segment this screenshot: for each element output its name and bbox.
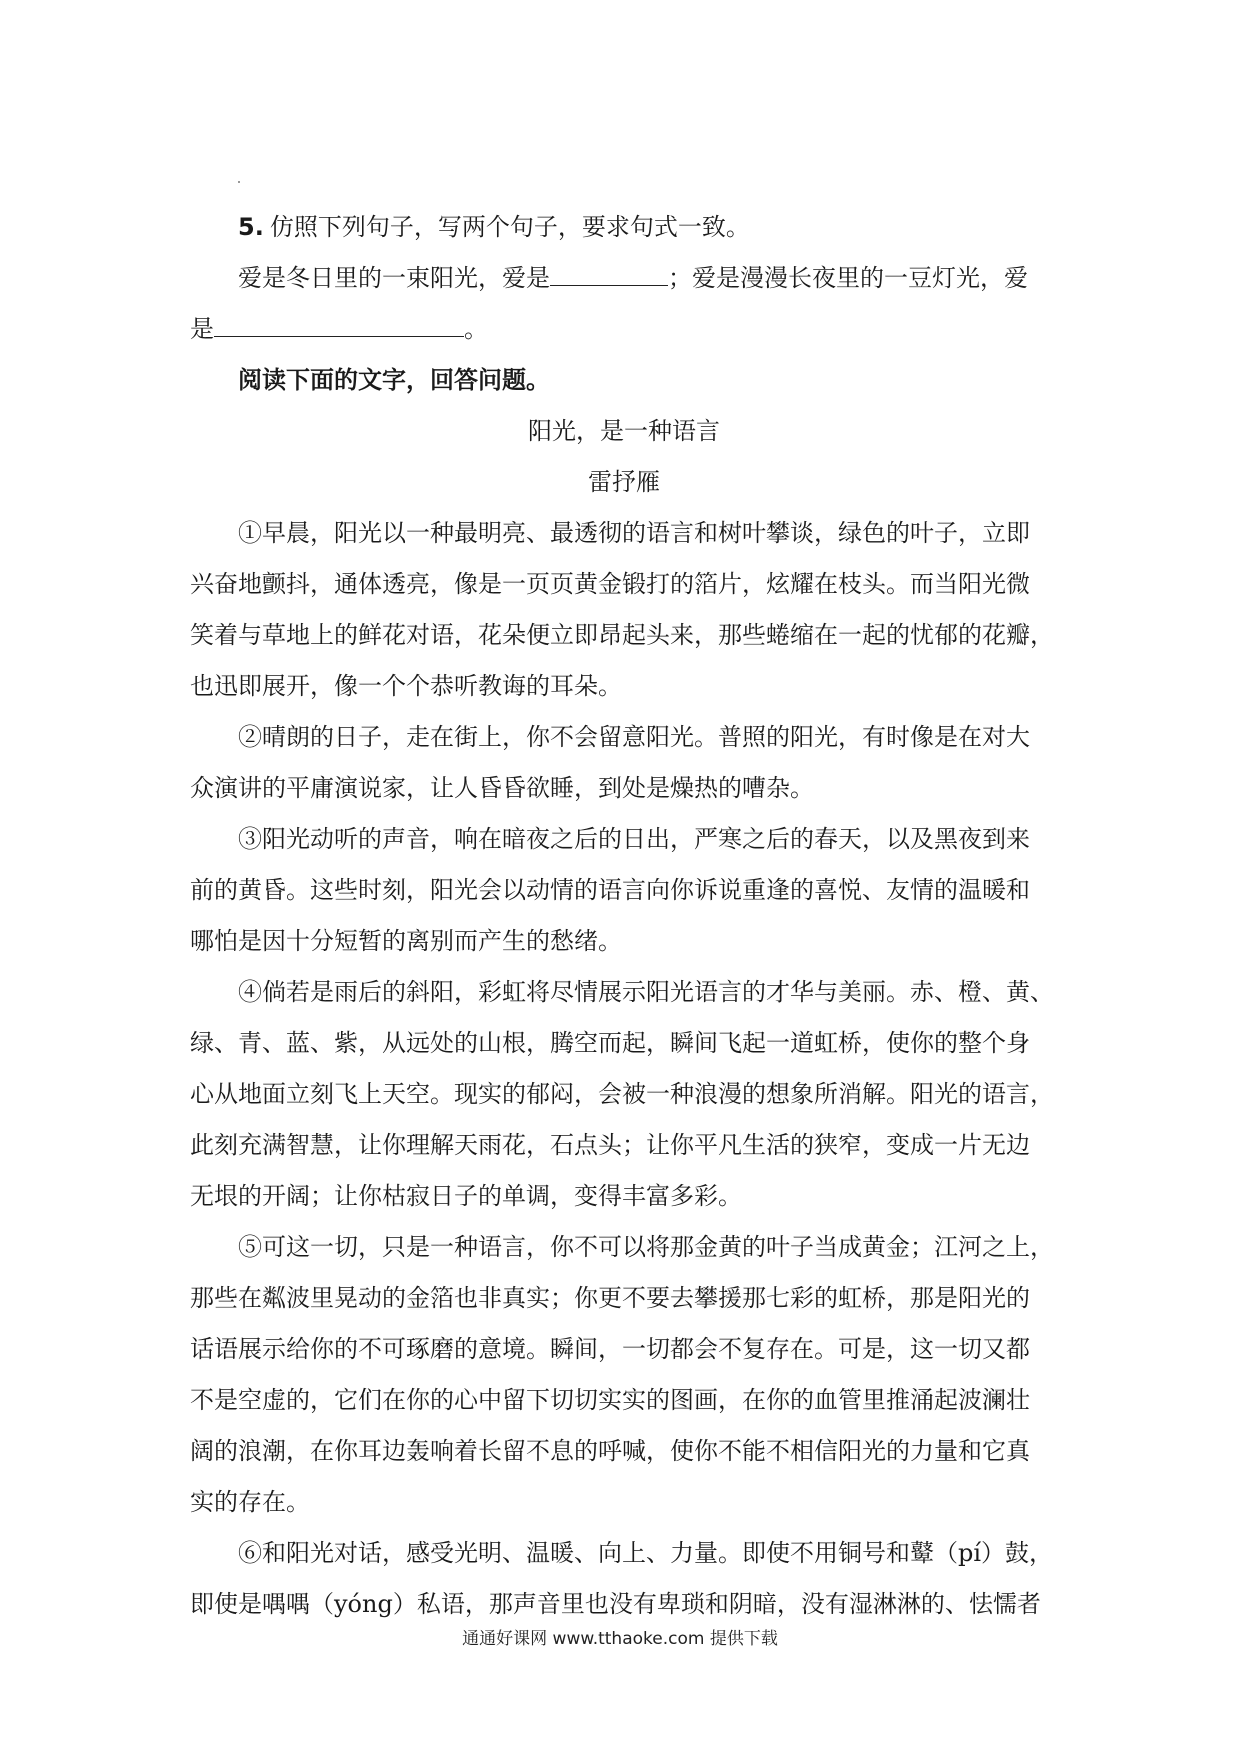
document-content [190,202,1058,1630]
paragraph-4-line: 无垠的开阔；让你枯寂日子的单调，变得丰富多彩。 [190,1182,742,1210]
paragraph-5-line: 不是空虚的，它们在你的心中留下切切实实的图画，在你的血管里推涌起波澜壮 [190,1386,1030,1414]
paragraph-2-line: ②晴朗的日子，走在街上，你不会留意阳光。普照的阳光，有时像是在对大 [238,723,1030,751]
sentence-part-3: 是 [190,315,214,343]
sentence-part-1: 爱是冬日里的一束阳光，爱是 [238,264,550,292]
paragraph-3-line: 前的黄昏。这些时刻，阳光会以动情的语言向你诉说重逢的喜悦、友情的温暖和 [190,876,1030,904]
question-5-prompt [190,202,1058,253]
paragraph-5-line: 那些在粼波里晃动的金箔也非真实；你更不要去攀援那七彩的虹桥，那是阳光的 [190,1284,1030,1312]
paragraph-1-line: 兴奋地颤抖，通体透亮，像是一页页黄金锻打的箔片，炫耀在枝头。而当阳光微 [190,570,1030,598]
article-author: 雷抒雁 [588,468,660,496]
answer-blank-2[interactable] [214,306,464,337]
sentence-part-4: 。 [464,315,488,343]
paragraph-3-line: ③阳光动听的声音，响在暗夜之后的日出，严寒之后的春天，以及黑夜到来 [238,825,1030,853]
sentence-part-2: ；爱是漫漫长夜里的一豆灯光，爱 [668,264,1028,292]
paragraph-2-line: 众演讲的平庸演说家，让人昏昏欲睡，到处是燥热的嘈杂。 [190,774,814,802]
reading-instruction: 阅读下面的文字，回答问题。 [238,366,550,394]
paragraph-1-line: 也迅即展开，像一个个恭听教诲的耳朵。 [190,672,622,700]
paragraph-6-line: ⑥和阳光对话，感受光明、温暖、向上、力量。即使不用铜号和鼙（pí）鼓， [238,1539,1054,1567]
paragraph-5-line: 话语展示给你的不可琢磨的意境。瞬间，一切都会不复存在。可是，这一切又都 [190,1335,1030,1363]
paragraph-4-line: ④倘若是雨后的斜阳，彩虹将尽情展示阳光语言的才华与美丽。赤、橙、黄、 [238,978,1054,1006]
scan-mark [238,181,240,183]
page-footer: 通通好课网 www.tthaoke.com 提供下载 [462,1629,778,1649]
paragraph-4-line: 绿、青、蓝、紫，从远处的山根，腾空而起，瞬间飞起一道虹桥，使你的整个身 [190,1029,1030,1057]
question-number: 5. [238,213,264,241]
paragraph-1-line: ①早晨，阳光以一种最明亮、最透彻的语言和树叶攀谈，绿色的叶子，立即 [238,519,1030,547]
paragraph-3-line: 哪怕是因十分短暂的离别而产生的愁绪。 [190,927,622,955]
article-title: 阳光，是一种语言 [528,417,720,445]
paragraph-1-line: 笑着与草地上的鲜花对语，花朵便立即昂起头来，那些蜷缩在一起的忧郁的花瓣， [190,621,1054,649]
paragraph-4-line: 心从地面立刻飞上天空。现实的郁闷，会被一种浪漫的想象所消解。阳光的语言， [190,1080,1054,1108]
paragraph-5-line: 实的存在。 [190,1488,310,1516]
question-5-sentence-line-2 [190,304,1058,355]
paragraph-5-line: 阔的浪潮，在你耳边轰响着长留不息的呼喊，使你不能不相信阳光的力量和它真 [190,1437,1030,1465]
answer-blank-1[interactable] [550,255,668,286]
question-5-sentence-line-1 [190,253,1058,304]
article-body [190,508,1058,1630]
paragraph-4-line: 此刻充满智慧，让你理解天雨花，石点头；让你平凡生活的狭窄，变成一片无边 [190,1131,1030,1159]
question-prompt-text: 仿照下列句子，写两个句子，要求句式一致。 [269,213,750,241]
paragraph-6-line: 即使是喁喁（yóng）私语，那声音里也没有卑琐和阴暗，没有湿淋淋的、怯懦者 [190,1590,1041,1618]
paragraph-5-line: ⑤可这一切，只是一种语言，你不可以将那金黄的叶子当成黄金；江河之上， [238,1233,1054,1261]
